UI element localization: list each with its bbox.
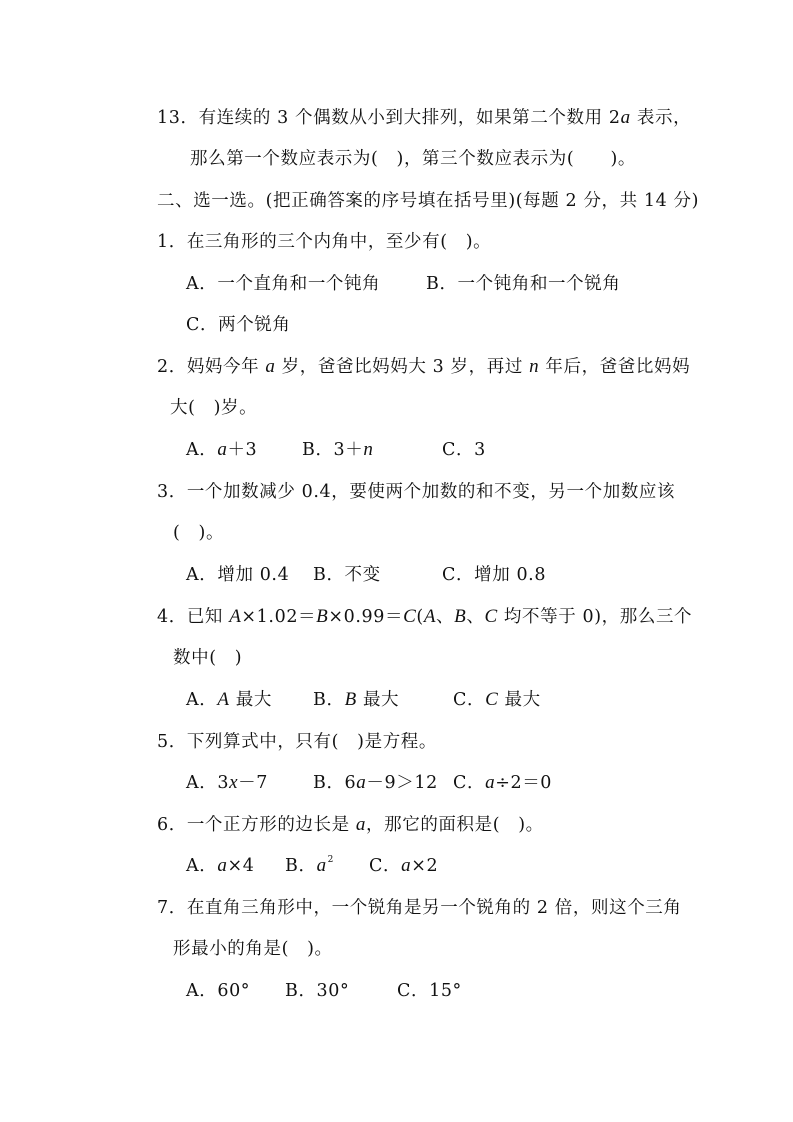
q6-option-a-rest: ×4	[227, 856, 255, 876]
q5-option-a	[186, 771, 268, 795]
q6-option-b-var: a	[316, 855, 327, 876]
q2-option-a-rest: ＋3	[227, 440, 258, 460]
q3-line2: ( )。	[173, 523, 225, 543]
q4-text-2: ×1.02＝	[241, 607, 317, 627]
q6-option-b-exponent: 2	[327, 855, 334, 865]
q2-option-a-var: a	[217, 439, 228, 460]
q4-line1	[157, 605, 692, 629]
q4-var-a: A	[229, 606, 242, 627]
q5-option-a-var: x	[229, 772, 239, 793]
q13-text: 13．有连续的 3 个偶数从小到大排列，如果第二个数用 2	[157, 108, 621, 128]
q4-var-b2: B	[454, 606, 467, 627]
q2-option-b-text: B．3＋	[302, 440, 364, 460]
q7-option-a: A．60°	[186, 981, 251, 1001]
q1-stem: 1．在三角形的三个内角中，至少有( )。	[157, 232, 492, 252]
q3-option-a: A．增加 0.4	[186, 565, 290, 585]
q2-line2: 大( )岁。	[170, 398, 258, 418]
q4-option-b-rest: 最大	[356, 690, 400, 710]
q4-option-a-var: A	[217, 689, 230, 710]
q4-text-7: 均不等于 0)，那么三个	[497, 607, 693, 627]
q7-stem: 7．在直角三角形中，一个锐角是另一个锐角的 2 倍，则这个三角	[157, 898, 682, 918]
section2-heading: 二、选一选。(把正确答案的序号填在括号里)(每题 2 分，共 14 分)	[157, 191, 700, 211]
q6-option-b	[285, 854, 334, 881]
q4-var-c: C	[403, 606, 417, 627]
q6-option-b-label: B．	[285, 856, 317, 876]
q3-option-b: B．不变	[313, 565, 381, 585]
q13-var-a: a	[620, 107, 631, 128]
q4-option-b	[313, 688, 399, 712]
q2-option-b-var: n	[363, 439, 374, 460]
q2-option-c: C．3	[442, 440, 486, 460]
q6-option-c-var: a	[401, 855, 412, 876]
q6-option-a	[186, 854, 254, 878]
q6-option-c-rest: ×2	[411, 856, 439, 876]
q5-option-b-rest: －9＞12	[366, 773, 438, 793]
q5-stem: 5．下列算式中，只有( )是方程。	[157, 732, 437, 752]
q7-option-c: C．15°	[397, 981, 462, 1001]
q5-option-c-rest: ÷2＝0	[495, 773, 553, 793]
q2-option-a-label: A．	[186, 440, 218, 460]
q2-line1	[157, 355, 690, 379]
q1-option-b: B．一个钝角和一个锐角	[426, 274, 621, 294]
q3-stem: 3．一个加数减少 0.4，要使两个加数的和不变，另一个加数应该	[157, 482, 676, 502]
q7-line2: 形最小的角是( )。	[173, 939, 333, 959]
q5-option-a-rest: －7	[238, 773, 268, 793]
q4-text-4: (	[416, 607, 424, 627]
q6-var-a: a	[355, 814, 367, 835]
q4-text-3: ×0.99＝	[328, 607, 404, 627]
q1-option-a: A．一个直角和一个钝角	[186, 274, 381, 294]
q2-text-1: 2．妈妈今年	[157, 357, 266, 377]
q4-text-5: 、	[436, 607, 455, 627]
q5-option-b-var: a	[356, 772, 367, 793]
q4-var-b: B	[316, 606, 329, 627]
q4-text-6: 、	[466, 607, 485, 627]
q5-option-c-var: a	[485, 772, 496, 793]
q6-text-2: ，那它的面积是( )。	[366, 815, 544, 835]
q4-line2: 数中( )	[173, 648, 243, 668]
q13-text-end: 表示，	[630, 108, 692, 128]
q4-option-c-label: C．	[453, 690, 486, 710]
q4-option-a	[186, 688, 272, 712]
q6-text-1: 6．一个正方形的边长是	[157, 815, 356, 835]
q3-option-c: C．增加 0.8	[442, 565, 547, 585]
q4-option-a-label: A．	[186, 690, 218, 710]
q4-option-b-var: B	[344, 689, 357, 710]
q4-option-c	[453, 688, 541, 712]
q4-var-a2: A	[423, 606, 437, 627]
q4-option-c-var: C	[485, 689, 499, 710]
q4-var-c2: C	[484, 606, 498, 627]
q2-option-a	[186, 438, 257, 462]
q6-option-a-label: A．	[186, 856, 218, 876]
q4-option-a-rest: 最大	[229, 690, 272, 710]
q5-option-c-label: C．	[453, 773, 486, 793]
q1-option-c: C．两个锐角	[186, 315, 291, 335]
q2-text-2: 岁，爸爸比妈妈大 3 岁，再过	[275, 357, 530, 377]
q2-var-n: n	[529, 356, 540, 377]
q4-text-1: 4．已知	[157, 607, 230, 627]
q5-option-b	[313, 771, 438, 795]
q6-line1	[157, 813, 544, 837]
q13-line2: 那么第一个数应表示为( )，第三个数应表示为( )。	[190, 149, 637, 169]
q6-option-c	[369, 854, 438, 878]
q4-option-c-rest: 最大	[498, 690, 541, 710]
q4-option-b-label: B．	[313, 690, 345, 710]
q2-option-b	[302, 438, 374, 462]
q6-option-c-label: C．	[369, 856, 402, 876]
q5-option-b-label: B．6	[313, 773, 357, 793]
q7-option-b: B．30°	[285, 981, 350, 1001]
q6-option-a-var: a	[217, 855, 228, 876]
q13-line1	[157, 106, 691, 130]
q2-text-3: 年后，爸爸比妈妈	[539, 357, 691, 377]
q5-option-a-label: A．3	[186, 773, 230, 793]
q2-var-a: a	[265, 356, 276, 377]
q5-option-c	[453, 771, 552, 795]
